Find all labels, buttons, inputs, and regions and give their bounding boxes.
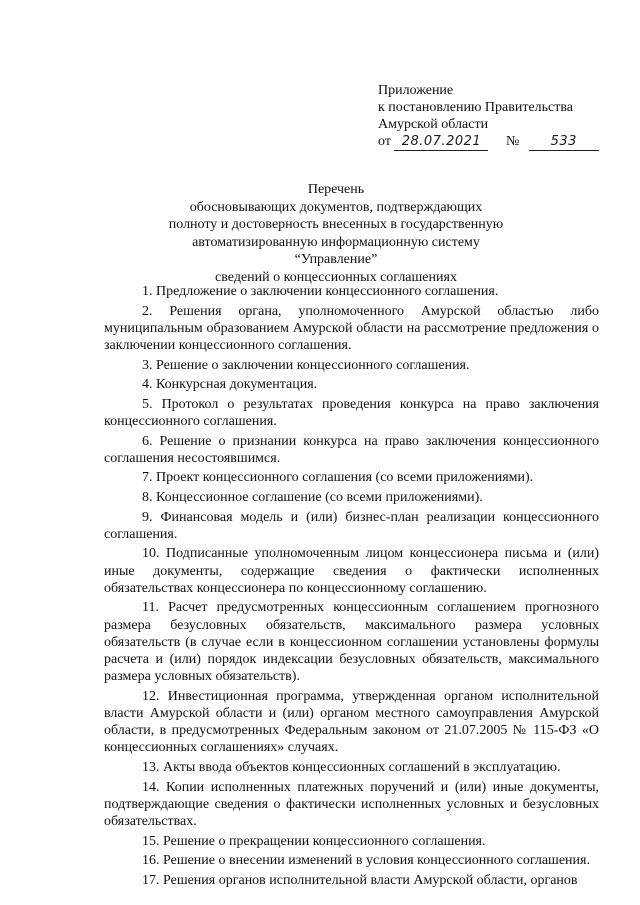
documents-list xyxy=(104,283,599,891)
list-item: 9. Финансовая модель и (или) бизнес-план реализации концессионного соглашения. xyxy=(104,509,599,542)
title-line-1: Перечень xyxy=(307,182,365,197)
list-item: 17. Решения органов исполнительной власти Амурской области, органов xyxy=(142,872,578,888)
title-line-3: полноту и достоверность внесенных в государственную xyxy=(168,217,504,232)
list-item: 4. Конкурсная документация. xyxy=(142,377,318,393)
list-item: 10. Подписанные уполномоченным лицом концессионера письма и (или) иные документы, содержащие сведения о фактически исполненных обязательствах концессионера по концессионному соглашению. xyxy=(104,546,599,596)
appendix-block xyxy=(378,82,599,151)
list-item: 14. Копии исполненных платежных поручений и (или) иные документы, подтверждающие сведения о фактически исполненных условных и безусловных обязательствах. xyxy=(104,779,599,829)
handwritten-date: 28.07.2021 xyxy=(394,133,488,151)
title-line-2: обосновывающих документов, подтверждающих xyxy=(189,199,483,215)
handwritten-number: 533 xyxy=(529,133,599,151)
list-item: 2. Решения органа, уполномоченного Амурской областью либо муниципальным образованием Амурской области на рассмотрение предложения о заключении концессионного соглашения. xyxy=(104,303,599,353)
list-item: 5. Протокол о результатах проведения конкурса на право заключения концессионного соглашения. xyxy=(104,396,599,429)
appendix-line-1: Приложение xyxy=(378,83,454,98)
list-item: 16. Решение о внесении изменений в условия концессионного соглашения. xyxy=(142,853,590,869)
list-item: 6. Решение о признании конкурса на право заключения концессионного соглашения несостоявшимся. xyxy=(104,433,599,466)
appendix-line-3: Амурской области xyxy=(378,117,489,132)
document-title xyxy=(150,181,522,286)
list-item: 7. Проект концессионного соглашения (со всеми приложениями). xyxy=(142,470,534,486)
appendix-date-number-line xyxy=(378,133,599,151)
list-item: 11. Расчет предусмотренных концессионным соглашением прогнозного размера безусловных обязательств, максимального размера условных обязательств (в случае если в концессионном соглашении установлены формулы расчета и (или) порядок индексации безусловных обязательств, максимального размера условных обязательств). xyxy=(104,600,599,685)
list-item: 15. Решение о прекращении концессионного соглашения. xyxy=(142,833,486,849)
title-line-5: сведений о концессионных соглашениях xyxy=(215,269,457,285)
list-item: 13. Акты ввода объектов концессионных соглашений в эксплуатацию. xyxy=(142,759,561,775)
list-item: 3. Решение о заключении концессионного соглашения. xyxy=(142,357,470,373)
number-label: № xyxy=(505,134,520,149)
list-item: 12. Инвестиционная программа, утвержденная органом исполнительной власти Амурской области и (или) органом местного самоуправления Амурской области, в предусмотренных Федеральным законом от 21.07.2005 № 115-ФЗ «О концессионных соглашениях» случаях. xyxy=(104,688,599,756)
list-item: 8. Концессионное соглашение (со всеми приложениями). xyxy=(142,489,483,505)
appendix-line-2: к постановлению Правительства xyxy=(378,100,574,115)
from-label: от xyxy=(378,134,391,149)
list-item: 1. Предложение о заключении концессионного соглашения. xyxy=(142,284,499,299)
title-line-4: автоматизированную информационную систему “Управление” xyxy=(192,234,480,267)
